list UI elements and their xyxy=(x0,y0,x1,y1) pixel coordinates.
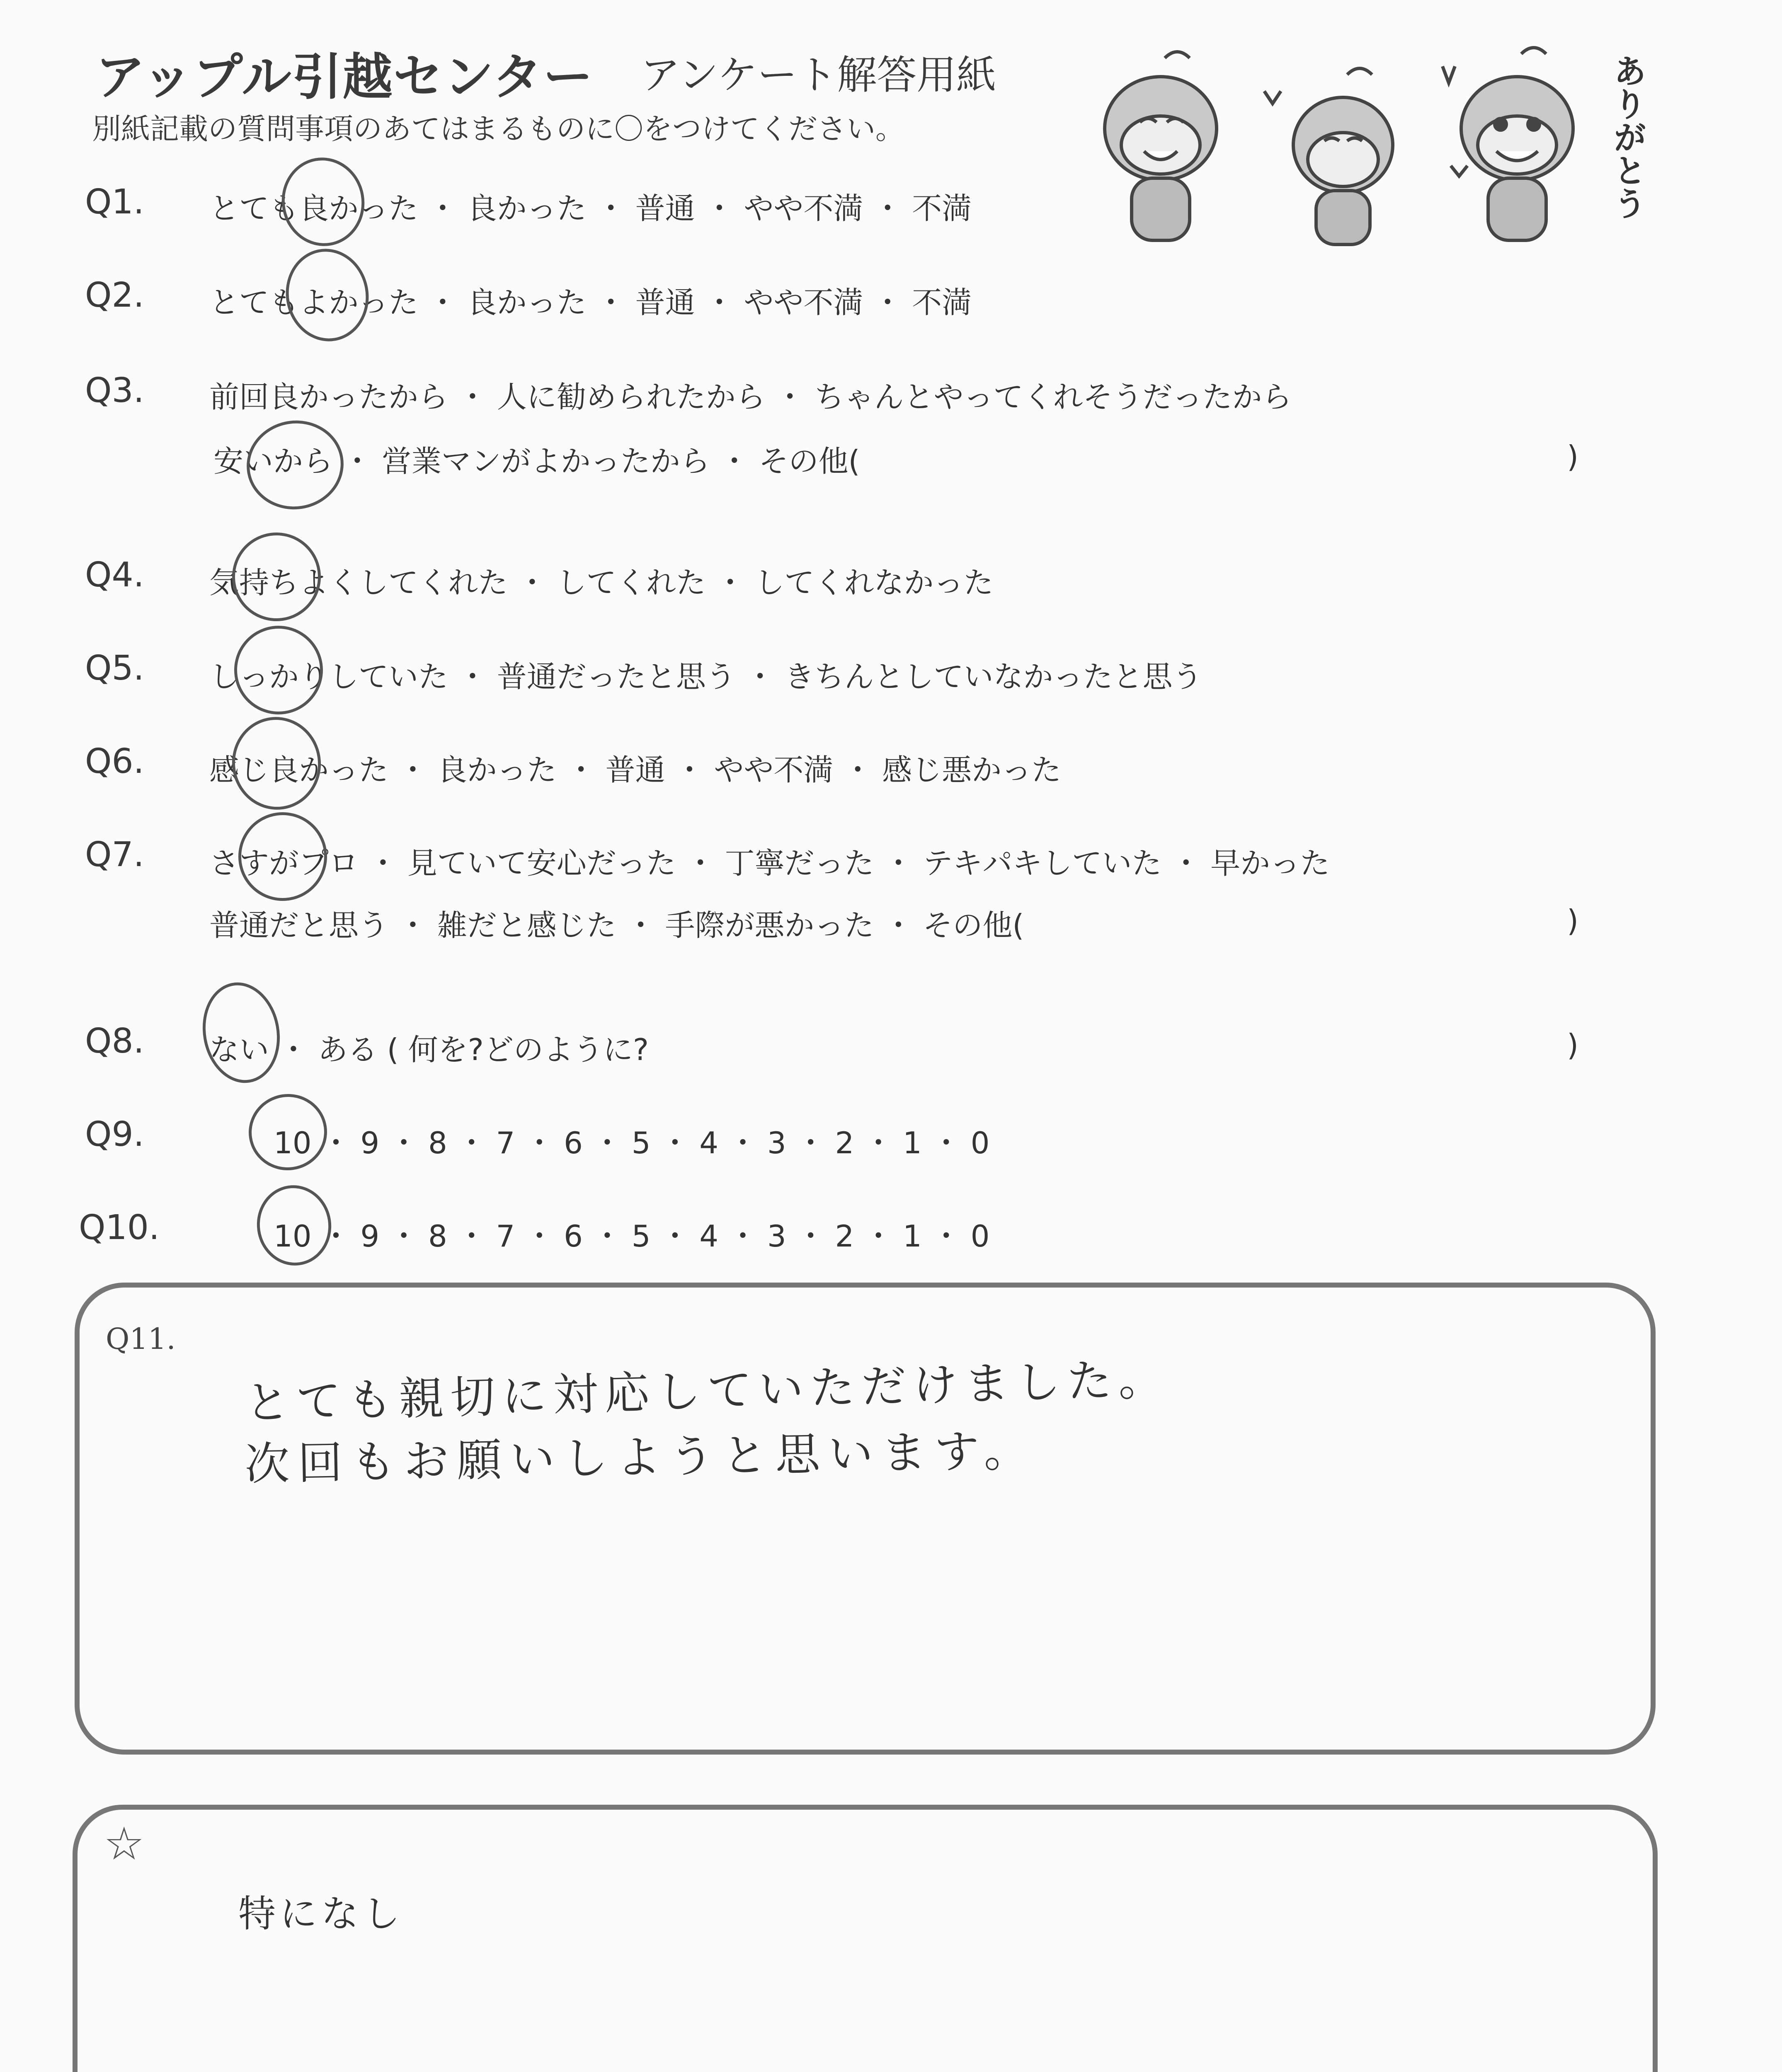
star-handwritten-text: 特になし xyxy=(238,1892,404,1936)
answer-circle xyxy=(195,976,288,1089)
question-label: Q8. xyxy=(85,1021,144,1061)
question-label: Q5. xyxy=(85,649,144,688)
question-options[interactable]: ない ・ ある ( 何を?どのように? xyxy=(209,1032,649,1067)
paren-close: ) xyxy=(1567,903,1579,938)
question-label: Q10. xyxy=(79,1208,160,1247)
answer-circle xyxy=(252,1180,336,1270)
question-options[interactable]: さすがプロ ・ 見ていて安心だった ・ 丁寧だった ・ テキパキしていた ・ 早かった xyxy=(209,846,1330,881)
star-icon: ☆ xyxy=(104,1817,145,1870)
question-options[interactable]: 感じ良かった ・ 良かった ・ 普通 ・ やや不満 ・ 感じ悪かった xyxy=(209,753,1062,787)
q11-handwritten-line2: 次回もお願いしようと思います。 xyxy=(244,1425,1038,1491)
form-subtitle: アンケート解答用紙 xyxy=(640,52,996,98)
question-options[interactable]: しっかりしていた ・ 普通だったと思う ・ きちんとしていなかったと思う xyxy=(209,659,1203,694)
answer-circle xyxy=(279,242,376,348)
paren-close: ) xyxy=(1567,1028,1579,1063)
answer-circle xyxy=(228,620,329,720)
answer-circle xyxy=(226,711,327,816)
question-label: Q4. xyxy=(85,555,144,595)
question-options[interactable]: とてもよかった ・ 良かった ・ 普通 ・ やや不満 ・ 不満 xyxy=(209,285,972,320)
question-label: Q9. xyxy=(85,1115,144,1154)
rating-scale[interactable]: 10 ・ 9 ・ 8 ・ 7 ・ 6 ・ 5 ・ 4 ・ 3 ・ 2 ・ 1 ・ 0 xyxy=(274,1126,990,1160)
answer-circle xyxy=(226,527,327,627)
q11-label: Q11. xyxy=(106,1322,176,1356)
question-options[interactable]: 前回良かったから ・ 人に勧められたから ・ ちゃんとやってくれそうだったから xyxy=(209,380,1292,414)
question-label: Q1. xyxy=(85,182,144,222)
question-options-line2[interactable]: 安いから ・ 営業マンがよかったから ・ その他( xyxy=(213,444,860,479)
question-options[interactable]: 気持ちよくしてくれた ・ してくれた ・ してくれなかった xyxy=(209,565,994,600)
rating-scale[interactable]: 10 ・ 9 ・ 8 ・ 7 ・ 6 ・ 5 ・ 4 ・ 3 ・ 2 ・ 1 ・ 0 xyxy=(274,1219,990,1254)
question-label: Q7. xyxy=(85,835,144,874)
answer-circle xyxy=(233,806,333,907)
paren-close: ) xyxy=(1567,439,1579,474)
answer-circle xyxy=(275,151,371,252)
star-comment-box xyxy=(73,1805,1658,2072)
question-label: Q3. xyxy=(85,371,144,410)
mascot-caption: ありがとう xyxy=(1608,54,1646,220)
mascot-monkeys-illustration xyxy=(1086,41,1650,257)
q11-handwritten-line1: とても親切に対応していただけました。 xyxy=(244,1353,1171,1430)
question-label: Q2. xyxy=(85,276,144,315)
question-options[interactable]: とても良かった ・ 良かった ・ 普通 ・ やや不満 ・ 不満 xyxy=(209,191,972,226)
form-instruction: 別紙記載の質問事項のあてはまるものに〇をつけてください。 xyxy=(92,112,904,146)
question-options-line2[interactable]: 普通だと思う ・ 雑だと感じた ・ 手際が悪かった ・ その他( xyxy=(209,908,1024,943)
answer-circle xyxy=(244,1089,332,1176)
company-brand-title: アップル引越センター xyxy=(95,48,594,106)
question-label: Q6. xyxy=(85,742,144,781)
answer-circle xyxy=(241,414,349,516)
